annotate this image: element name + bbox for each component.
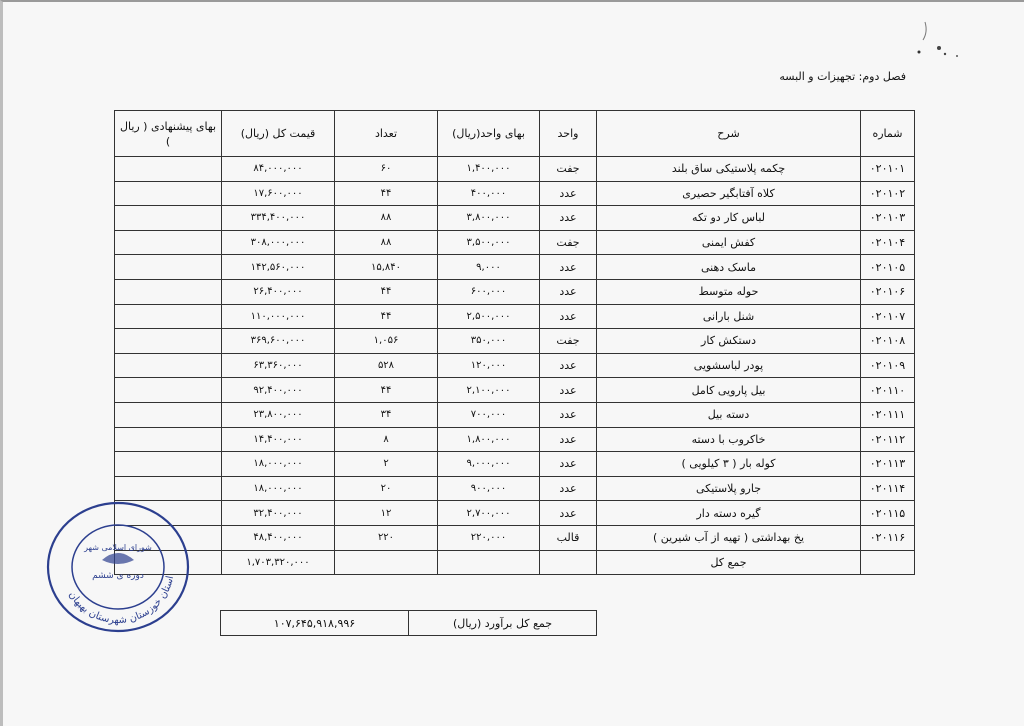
row-quantity: ۶۰ (335, 157, 438, 182)
row-unit: عدد (540, 476, 597, 501)
row-total-price: ۳۶۹,۶۰۰,۰۰۰ (222, 329, 335, 354)
row-proposed-price (115, 230, 222, 255)
row-description: دسته بیل (597, 402, 861, 427)
table-row (115, 525, 915, 550)
row-id: ۰۲۰۱۰۹ (861, 353, 915, 378)
header-proposed-price: بهای پیشنهادی ( ریال ) (115, 111, 222, 157)
table-row (115, 329, 915, 354)
row-total-price: ۴۸,۴۰۰,۰۰۰ (222, 525, 335, 550)
row-quantity: ۴۴ (335, 279, 438, 304)
row-quantity: ۱۵,۸۴۰ (335, 255, 438, 280)
header-id: شماره (861, 111, 915, 157)
row-quantity: ۲۰ (335, 476, 438, 501)
row-total-price: ۱۸,۰۰۰,۰۰۰ (222, 476, 335, 501)
row-total-price: ۶۳,۳۶۰,۰۰۰ (222, 353, 335, 378)
row-quantity: ۴۴ (335, 181, 438, 206)
row-unit: عدد (540, 353, 597, 378)
row-proposed-price (115, 181, 222, 206)
row-description: جارو پلاستیکی (597, 476, 861, 501)
row-unit-price: ۹۰۰,۰۰۰ (438, 476, 540, 501)
emblem-icon (102, 553, 134, 564)
row-proposed-price (115, 329, 222, 354)
header-unit: واحد (540, 111, 597, 157)
row-total-price: ۳۰۸,۰۰۰,۰۰۰ (222, 230, 335, 255)
grand-total-row (221, 611, 597, 636)
row-total-price: ۹۲,۴۰۰,۰۰۰ (222, 378, 335, 403)
row-quantity: ۵۲۸ (335, 353, 438, 378)
header-unit-price: بهای واحد(ریال) (438, 111, 540, 157)
table-row (115, 230, 915, 255)
row-quantity: ۸۸ (335, 230, 438, 255)
row-unit-price: ۲,۱۰۰,۰۰۰ (438, 378, 540, 403)
sum-value: ۱,۷۰۳,۳۲۰,۰۰۰ (222, 550, 335, 575)
row-unit-price: ۲۲۰,۰۰۰ (438, 525, 540, 550)
row-proposed-price (115, 402, 222, 427)
row-quantity: ۱۲ (335, 501, 438, 526)
row-unit: عدد (540, 181, 597, 206)
official-seal (42, 498, 194, 636)
sum-row (115, 550, 915, 575)
grand-total-label: جمع کل برآورد (ریال) (409, 611, 597, 636)
table-row (115, 157, 915, 182)
row-proposed-price (115, 157, 222, 182)
seal-inner-ring (72, 525, 164, 609)
row-unit: عدد (540, 402, 597, 427)
row-unit-price: ۲,۷۰۰,۰۰۰ (438, 501, 540, 526)
row-unit-price: ۳۵۰,۰۰۰ (438, 329, 540, 354)
row-id: ۰۲۰۱۰۳ (861, 206, 915, 231)
row-id: ۰۲۰۱۰۴ (861, 230, 915, 255)
table-row (115, 181, 915, 206)
table-row (115, 452, 915, 477)
section-heading: فصل دوم: تجهیزات و البسه (779, 70, 906, 83)
row-proposed-price (115, 378, 222, 403)
margin-marks (895, 18, 975, 68)
row-unit: جفت (540, 329, 597, 354)
row-description: دستکش کار (597, 329, 861, 354)
table-row (115, 304, 915, 329)
row-quantity: ۸ (335, 427, 438, 452)
table-row (115, 279, 915, 304)
row-description: کفش ایمنی (597, 230, 861, 255)
header-quantity: تعداد (335, 111, 438, 157)
row-proposed-price (115, 206, 222, 231)
row-id: ۰۲۰۱۰۲ (861, 181, 915, 206)
seal-top-text: شورای اسلامی شهر (84, 543, 152, 552)
row-proposed-price (115, 452, 222, 477)
header-description: شرح (597, 111, 861, 157)
equipment-table (114, 110, 915, 575)
row-unit-price: ۹,۰۰۰ (438, 255, 540, 280)
row-description: پودر لباسشویی (597, 353, 861, 378)
sum-cell-empty (540, 550, 597, 575)
row-id: ۰۲۰۱۰۱ (861, 157, 915, 182)
row-unit: عدد (540, 378, 597, 403)
row-total-price: ۱۴۲,۵۶۰,۰۰۰ (222, 255, 335, 280)
row-id: ۰۲۰۱۱۱ (861, 402, 915, 427)
row-description: شنل بارانی (597, 304, 861, 329)
row-unit-price: ۱,۴۰۰,۰۰۰ (438, 157, 540, 182)
row-unit: جفت (540, 230, 597, 255)
table-row (115, 402, 915, 427)
row-quantity: ۱,۰۵۶ (335, 329, 438, 354)
row-total-price: ۳۲,۴۰۰,۰۰۰ (222, 501, 335, 526)
row-unit: عدد (540, 427, 597, 452)
row-proposed-price (115, 279, 222, 304)
row-unit-price: ۷۰۰,۰۰۰ (438, 402, 540, 427)
header-total-price: قیمت کل (ریال) (222, 111, 335, 157)
row-total-price: ۱۱۰,۰۰۰,۰۰۰ (222, 304, 335, 329)
row-quantity: ۲ (335, 452, 438, 477)
row-quantity: ۴۴ (335, 304, 438, 329)
row-id: ۰۲۰۱۰۶ (861, 279, 915, 304)
row-description: یخ بهداشتی ( تهیه از آب شیرین ) (597, 525, 861, 550)
row-total-price: ۱۸,۰۰۰,۰۰۰ (222, 452, 335, 477)
row-unit-price: ۲,۵۰۰,۰۰۰ (438, 304, 540, 329)
row-proposed-price (115, 353, 222, 378)
table-row (115, 378, 915, 403)
sum-cell-empty (861, 550, 915, 575)
row-id: ۰۲۰۱۰۸ (861, 329, 915, 354)
row-id: ۰۲۰۱۱۵ (861, 501, 915, 526)
row-id: ۰۲۰۱۱۴ (861, 476, 915, 501)
row-proposed-price (115, 255, 222, 280)
row-description: بیل پارویی کامل (597, 378, 861, 403)
row-id: ۰۲۰۱۱۳ (861, 452, 915, 477)
seal-center-text: دوره ی ششم (92, 571, 144, 581)
row-id: ۰۲۰۱۱۶ (861, 525, 915, 550)
row-proposed-price (115, 304, 222, 329)
row-total-price: ۲۳,۸۰۰,۰۰۰ (222, 402, 335, 427)
row-total-price: ۱۷,۶۰۰,۰۰۰ (222, 181, 335, 206)
row-description: کوله بار ( ۳ کیلویی ) (597, 452, 861, 477)
table-body (115, 157, 915, 551)
sum-cell-empty (335, 550, 438, 575)
row-unit-price: ۳,۵۰۰,۰۰۰ (438, 230, 540, 255)
table-header-row (115, 111, 915, 157)
row-total-price: ۱۴,۴۰۰,۰۰۰ (222, 427, 335, 452)
table-row (115, 255, 915, 280)
row-unit-price: ۱,۸۰۰,۰۰۰ (438, 427, 540, 452)
seal-outer-ring (48, 503, 188, 631)
row-description: ماسک دهنی (597, 255, 861, 280)
row-unit: عدد (540, 452, 597, 477)
row-description: کلاه آفتابگیر حصیری (597, 181, 861, 206)
row-unit: عدد (540, 206, 597, 231)
row-unit: عدد (540, 501, 597, 526)
row-total-price: ۳۳۴,۴۰۰,۰۰۰ (222, 206, 335, 231)
row-description: چکمه پلاستیکی ساق بلند (597, 157, 861, 182)
row-total-price: ۸۴,۰۰۰,۰۰۰ (222, 157, 335, 182)
row-unit-price: ۶۰۰,۰۰۰ (438, 279, 540, 304)
table-row (115, 353, 915, 378)
table-row (115, 476, 915, 501)
row-unit-price: ۹,۰۰۰,۰۰۰ (438, 452, 540, 477)
table-row (115, 427, 915, 452)
row-description: حوله متوسط (597, 279, 861, 304)
table-row (115, 501, 915, 526)
row-description: خاکروب با دسته (597, 427, 861, 452)
sum-cell-empty (438, 550, 540, 575)
row-quantity: ۲۲۰ (335, 525, 438, 550)
row-unit: عدد (540, 304, 597, 329)
row-unit-price: ۱۲۰,۰۰۰ (438, 353, 540, 378)
row-unit: جفت (540, 157, 597, 182)
row-quantity: ۳۴ (335, 402, 438, 427)
row-quantity: ۴۴ (335, 378, 438, 403)
table-row (115, 206, 915, 231)
row-unit: عدد (540, 255, 597, 280)
grand-total-table (220, 610, 597, 636)
seal-ring-text: استان خوزستان شهرستان بهبهان (66, 574, 177, 627)
row-description: گیره دسته دار (597, 501, 861, 526)
row-description: لباس کار دو تکه (597, 206, 861, 231)
row-unit: قالب (540, 525, 597, 550)
grand-total-value: ۱۰۷,۶۴۵,۹۱۸,۹۹۶ (221, 611, 409, 636)
row-unit-price: ۳,۸۰۰,۰۰۰ (438, 206, 540, 231)
row-total-price: ۲۶,۴۰۰,۰۰۰ (222, 279, 335, 304)
row-id: ۰۲۰۱۱۲ (861, 427, 915, 452)
row-proposed-price (115, 427, 222, 452)
row-id: ۰۲۰۱۰۷ (861, 304, 915, 329)
sum-label: جمع کل (597, 550, 861, 575)
row-id: ۰۲۰۱۱۰ (861, 378, 915, 403)
row-unit: عدد (540, 279, 597, 304)
row-quantity: ۸۸ (335, 206, 438, 231)
row-unit-price: ۴۰۰,۰۰۰ (438, 181, 540, 206)
row-id: ۰۲۰۱۰۵ (861, 255, 915, 280)
